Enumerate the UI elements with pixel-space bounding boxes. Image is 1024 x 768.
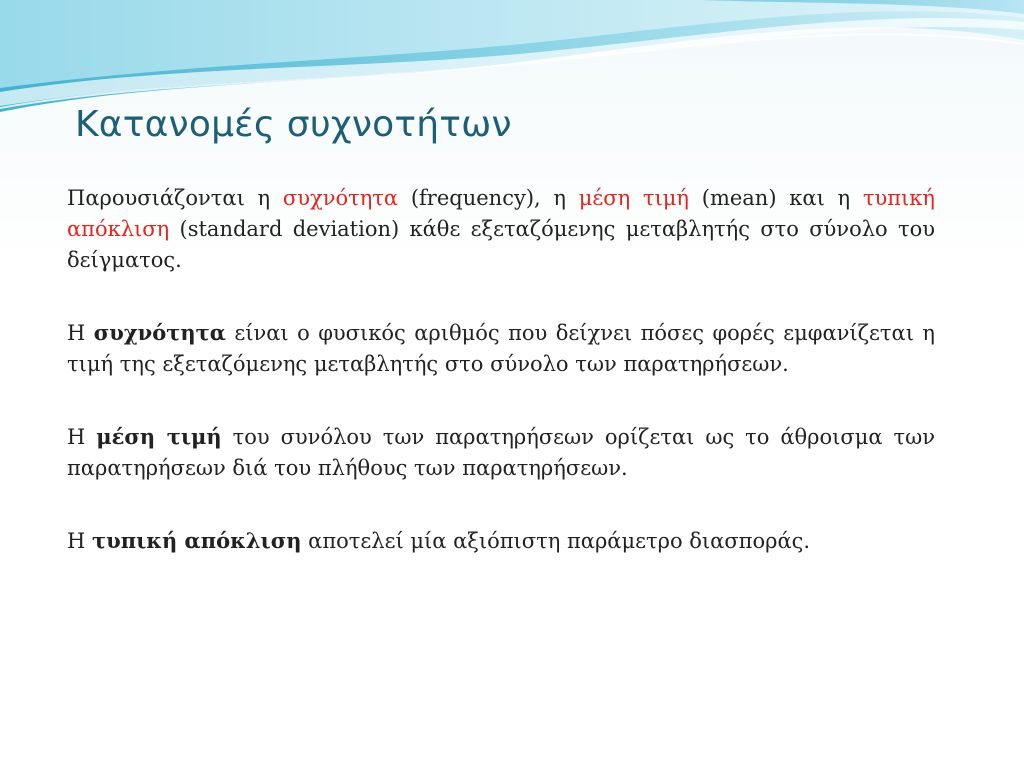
paragraph xyxy=(67,525,935,557)
paragraph xyxy=(67,183,935,276)
paragraph xyxy=(67,421,935,484)
paragraph-text: Η xyxy=(67,529,92,553)
paragraph xyxy=(67,317,935,380)
paragraph-text: είναι ο φυσικός αριθμός που δείχνει πόσες φορές εμφανίζεται η τιμή της εξεταζόμενης μεταβλητής στο σύνολο των παρατηρήσεων. xyxy=(67,321,935,376)
bold-term: συχνότητα xyxy=(93,320,226,345)
highlighted-term: τυπική απόκλιση xyxy=(67,186,935,241)
paragraph-text: (standard deviation) κάθε εξεταζόμενης μεταβλητής στο σύνολο του δείγματος. xyxy=(67,217,935,272)
paragraph-text: Παρουσιάζονται η xyxy=(67,186,283,210)
paragraph-text: (frequency), η xyxy=(398,186,579,210)
paragraph-text: Η xyxy=(67,321,94,345)
paragraph-text: του συνόλου των παρατηρήσεων ορίζεται ως το άθροισμα των παρατηρήσεων διά του πλήθους των παρατηρήσεων. xyxy=(67,425,936,480)
highlighted-term: μέση τιμή xyxy=(578,186,690,210)
slide-body xyxy=(67,183,935,557)
bold-term: τυπική απόκλιση xyxy=(92,528,302,553)
slide-title: Κατανομές συχνοτήτων xyxy=(75,104,512,145)
bold-term: μέση τιμή xyxy=(96,424,222,449)
paragraph-text: αποτελεί μία αξιόπιστη παράμετρο διασποράς. xyxy=(301,529,811,553)
highlighted-term: συχνότητα xyxy=(282,186,399,210)
paragraph-text: Η xyxy=(67,425,97,449)
paragraph-text: (mean) και η xyxy=(689,186,863,210)
